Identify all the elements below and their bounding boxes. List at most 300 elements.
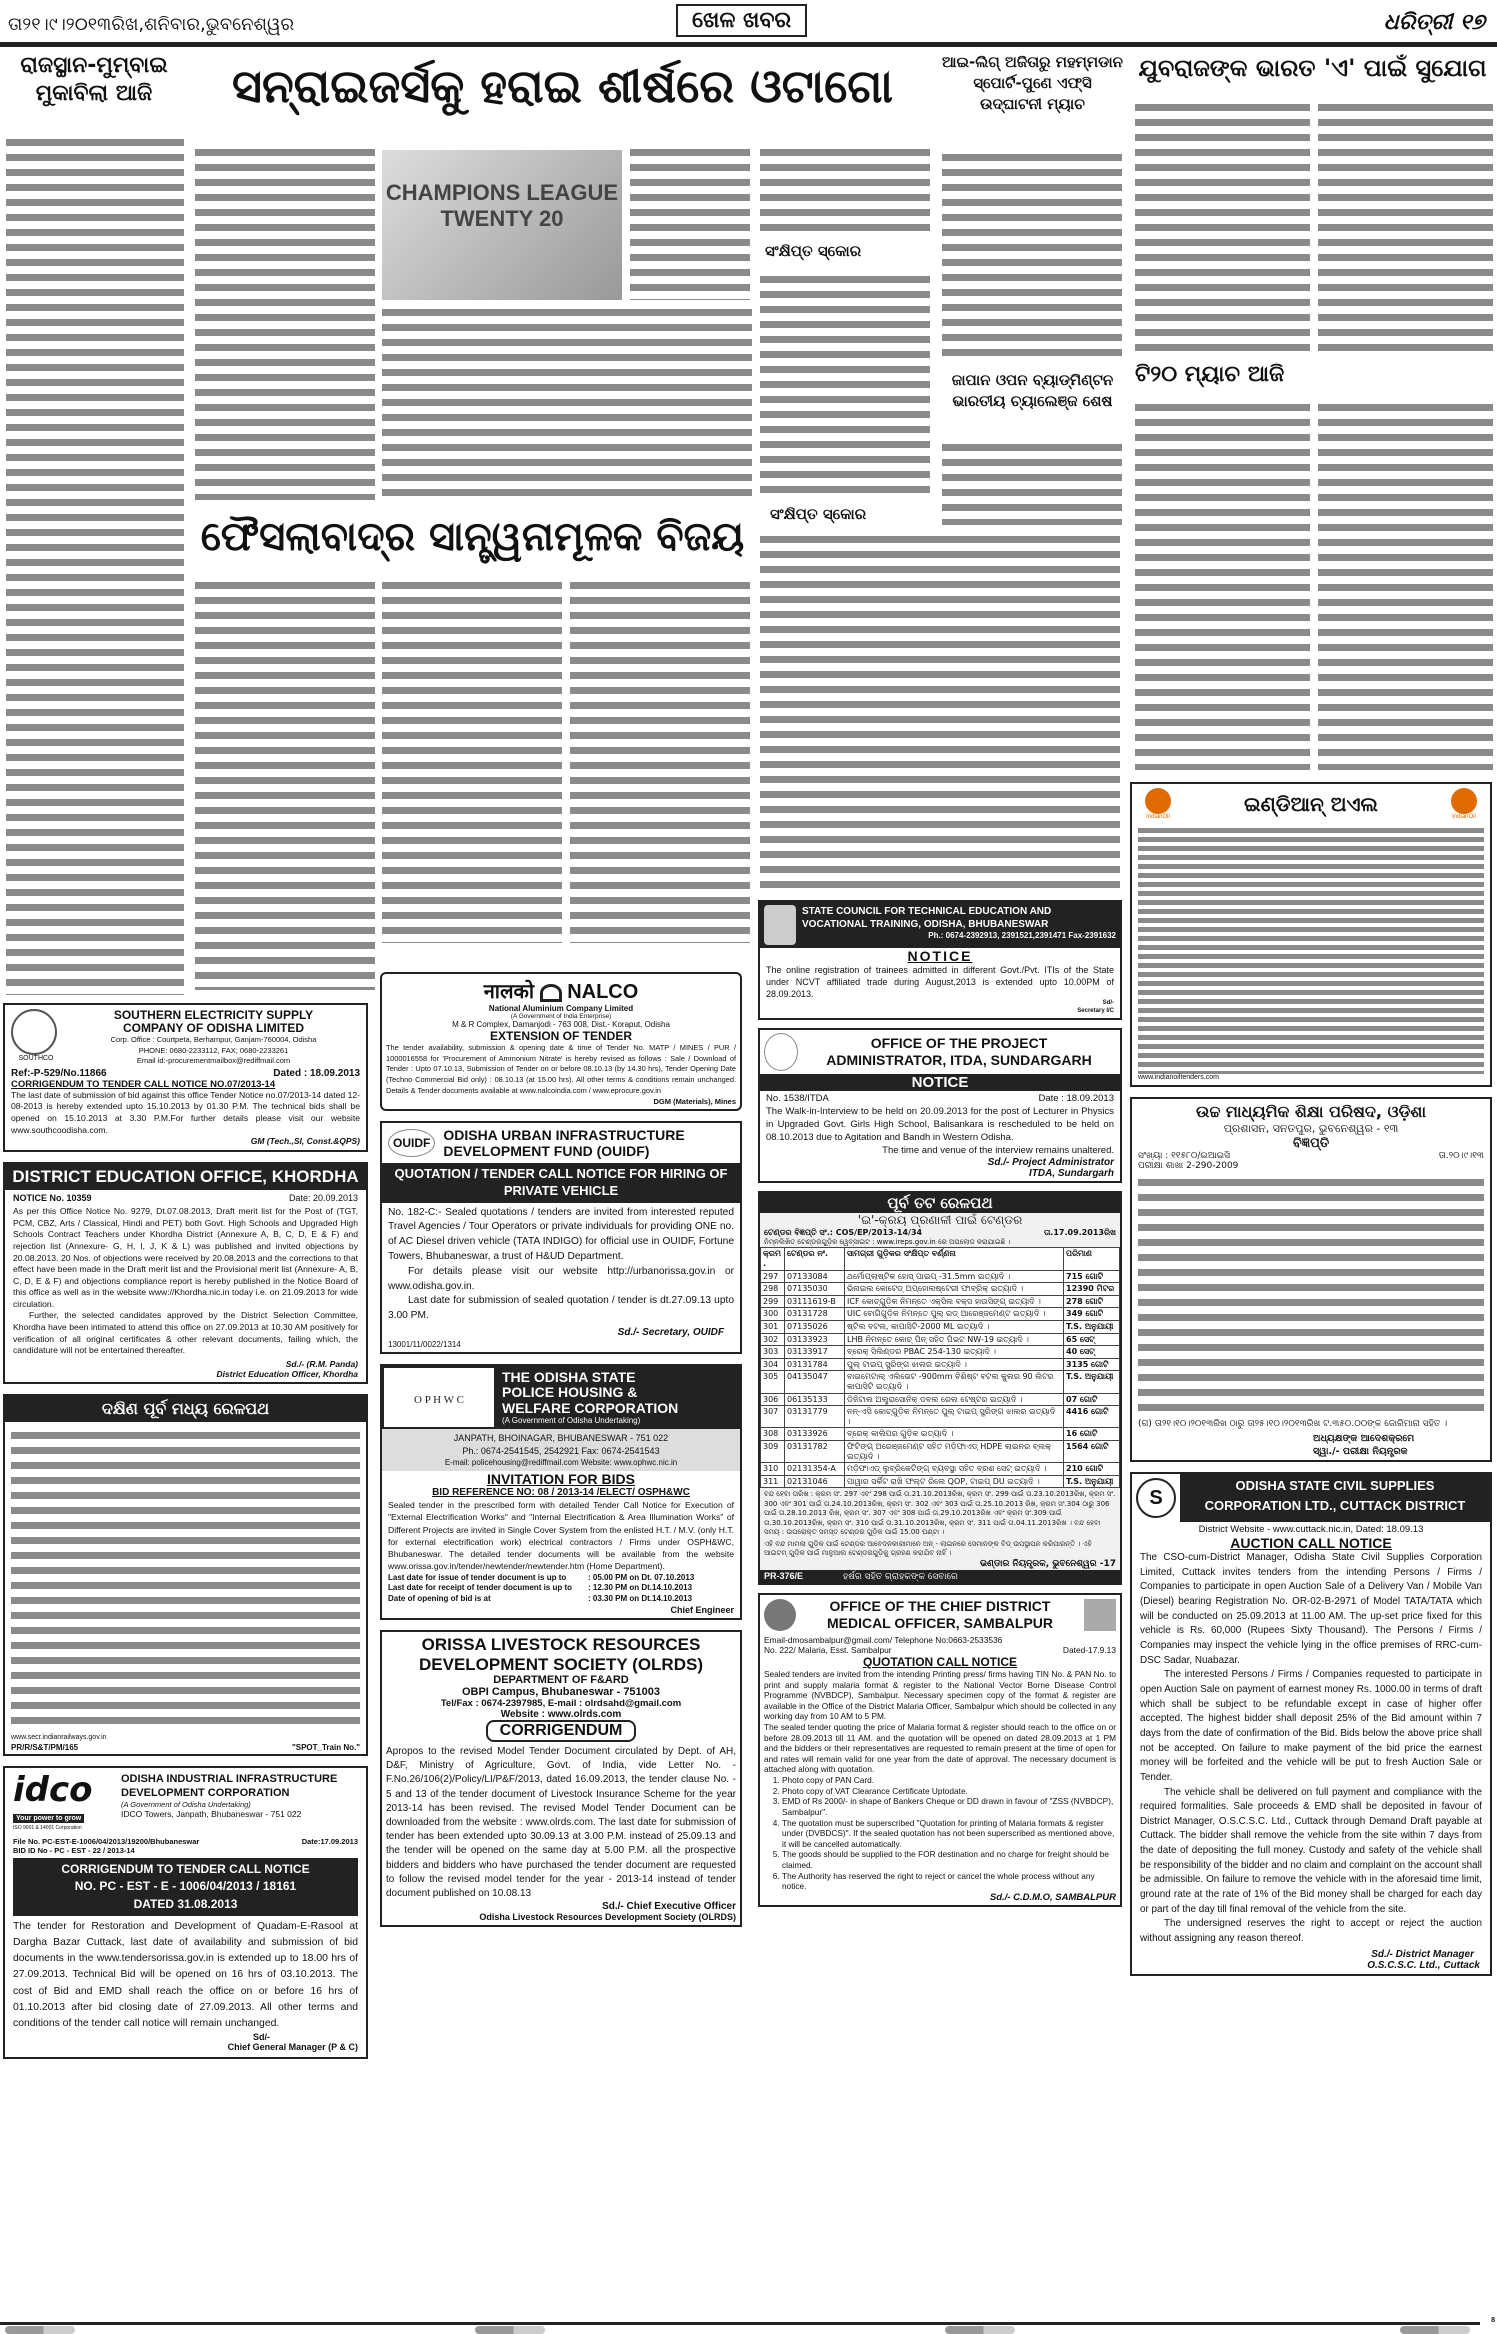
ecor-table-cell: 03131782 — [785, 1440, 845, 1462]
second-headline: ଫୈସଲାବାଦ୍‌ର ସାନ୍ତ୍ୱନାମୂଳକ ବିଜୟ — [200, 514, 745, 560]
ecor-table-cell: ଥର୍ମୋପ୍ଲାଷ୍ଟିକ ହୋସ୍ ପାଇପ୍ -31.5mm ଇତ୍ୟାଦି । — [845, 1270, 1064, 1283]
ophwc-title-2: POLICE HOUSING & — [502, 1384, 638, 1401]
ecor-table-cell: ଭିନାଇଲ କୋଟେଡ୍ ଅପ୍‌ହୋଲଷ୍ଟେରୀ ଫାବ୍ରିକ୍ ଇତ୍ୟାଦି । — [845, 1283, 1064, 1296]
indianoil-logo-text: IndianOil — [1146, 814, 1170, 820]
itda-sign-1: Sd./- Project Administrator — [987, 1157, 1114, 1169]
ecor-closing-dates: ବନ୍ଦ ହେବା ତାରିଖ : କ୍ରମ ସଂ. 297 ଏବଂ 298 ପାଇଁ ତା.21.10.2013ରିଖ, କ୍ରମ ସଂ. 299 ପାଇଁ ତା.23.10.2013ରିଖ, କ୍ରମ ସଂ. 300 ଏବଂ 301 ପାଇଁ ତା.24.10.2013ରିଖ, କ୍ରମ ସଂ. 302 ଏବଂ 303 ପାଇଁ ତା.25.10.2013 ରିଖ, କ୍ରମ ସଂ.304 ଠାରୁ 306 ପାଇଁ ତା.28.10.2013 ରିଖ, କ୍ରମ ସଂ. 307 ଏବଂ 308 ପାଇଁ ତା.29.10.2013ରିଖ ଏବଂ କ୍ରମ ସଂ.309 ପାଇଁ ତା.30.10.2013ରିଖ, କ୍ରମ ସଂ. 310 ପାଇଁ ତା.31.10.2013ରିଖ, କ୍ରମ ସଂ. 311 ପାଇଁ ତା.04.11.2013ରିଖ । ବନ୍ଦ ହେବା ସମୟ : ଉପରୋକ୍ତ ସମସ୍ତ ଟେଣ୍ଡର ଗୁଡ଼ିକ ପାଇଁ 15.00 ଘଣ୍ଟା । — [764, 1490, 1116, 1537]
oscsc-body-2: The interested Persons / Firms / Companies requested to participate in open Auction Sale on payment of earnest money Rs. 1000.00 in terms of draft which shall be subject to be refundable except in case of higher offer accepted. The highest bidder shall deposit 25% of the Bid amount within 7 days from the date of confirmation of the Bid. Bids below the above price shall not be accepted. On failure to make payment of the bid price the earnest money will be forfeited and the vehicle will be put to fresh Auction Sale or Tender. — [1140, 1669, 1482, 1783]
ecor-table-row — [761, 1475, 1120, 1488]
deo-title: DISTRICT EDUCATION OFFICE, KHORDHA — [5, 1164, 366, 1190]
ecor-date: ତା.17.09.2013ରିଖ — [1043, 1228, 1116, 1238]
ecor-table-row — [761, 1371, 1120, 1393]
ophwc-logo: O P H W C — [384, 1368, 494, 1427]
chse-title: ଉଚ୍ଚ ମାଧ୍ୟମିକ ଶିକ୍ଷା ପରିଷଦ, ଓଡ଼ିଶା — [1196, 1102, 1426, 1121]
cdmo-item: 6. The Authority has reserved the right to reject or cancel the whole process without any notice. — [782, 1871, 1116, 1892]
olrds-body: Apropos to the revised Model Tender Document circulated by Dept. of AH, D&F, Ministry of Agriculture, Govt. of India, vide Letter No. - F.No.26/106(2)/Policy/LI/P&F/2013, dated 16.09.2013, the tender clause No. - 5 and 13 of the tender document of Livestock Insurance Scheme for the year 2013-14 has been revised. The revised Model Tender Document can be downloaded from the website : www.olrds.com. The last date for submission of tender has been extended upto 30.09.13 at 3.00 P.M. instead of 25.09.13 and the tender will be opened on the same day at 5.00 P.M. all the prospective bidders and bidders who have purchased the tender document are requested to follow the revised model tender for the year - 2013-14 instead of tender document published on 10.08.13 — [386, 1746, 736, 1899]
ophwc-date-label: Last date for receipt of tender document is up to — [388, 1583, 573, 1593]
sctevt-title-2: VOCATIONAL TRAINING, ODISHA, BHUBANESWAR — [802, 919, 1049, 930]
southco-notice — [3, 1003, 368, 1152]
oscsc-website: District Website - www.cuttack.nic.in, Dated: 18.09.13 — [1198, 1524, 1424, 1535]
ouidf-body-2: For details please visit our website http://urbanorissa.gov.in or www.odisha.gov.in. — [388, 1265, 734, 1292]
idco-sub: (A Government of Odisha Undertaking) — [121, 1800, 251, 1810]
itda-body-1: The Walk-in-Interview to be held on 20.09.2013 for the post of Lecturer in Physics in Upgraded Govt. Girls High School, Balisankara is rescheduled to be held on 08.10.2013 due to Agitation and Bandh in Western Odisha. — [766, 1106, 1114, 1143]
ecor-etender-notice — [758, 1191, 1122, 1585]
ecor-table-cell: 1564 ଗୋଟି — [1064, 1440, 1120, 1462]
cdmo-heading: QUOTATION CALL NOTICE — [863, 1654, 1017, 1669]
idco-banner-1: CORRIGENDUM TO TENDER CALL NOTICE — [61, 1861, 310, 1876]
chse-sign-2: ସ୍ୱା./- ପରୀକ୍ଷା ନିୟନ୍ତ୍ରକ — [1313, 1446, 1408, 1457]
cdmo-item: 3. EMD of Rs 2000/- in shape of Bankers Cheque or DD drawn in favour of "ZSS (NVBDCP), Sambalpur". — [782, 1796, 1116, 1817]
nalco-body: The tender availability, submission & opening date & time of Tender No. MATP / MINES / PUR / 1000016558 for 'Procurement of Ammonium Nitrate' is hereby revised as follows : Sale / Download of Tender : Upto 07.10.13, Submission of Tender on or before 08.10.13 (by 14.30 hrs), Tender Opening Date (Techno Commercial Bid only) : 08.10.13 (at 15.00 hrs). All other terms & conditions remain unchanged. Details & Tender documents available at www.nalcoindia.com / www.eprocure.gov.in — [386, 1043, 736, 1095]
ophwc-date-label: Date of opening of bid is at — [388, 1594, 491, 1604]
ecor-table-row — [761, 1333, 1120, 1346]
indianoil-website: www.indianoiltenders.com — [1138, 1074, 1219, 1081]
sctevt-sign-1: Sd/- — [1102, 1000, 1114, 1007]
ouidf-body-3: Last date for submission of sealed quotation / tender is dt.27.09.13 upto 3.00 PM. — [388, 1295, 734, 1322]
ophwc-bid-ref: BID REFERENCE NO: 08 / 2013-14 /ELECT/ OSPH&WC — [432, 1487, 690, 1499]
oscsc-body-3: The vehicle shall be delivered on full payment and compliance with the required formalities. Sale proceeds & EMD shall be deposited in favour of District Manager, O.S.C.S.C. Ltd., Cuttack through Demand Draft payable at Cuttack. The bidder shall remove the vehicle from the site within 7 days from the date of depositing the full money. Custody and safety of the vehicle shall be responsibility of the bidder and no claim and complaint on the account shall be admissible. On failure to remove the vehicle with in the aforesaid time limit, ground rate at the rate of 1% of the Bid money shall be charged for each day or part of the day till final removal of the vehicle from the site. — [1140, 1786, 1482, 1915]
ecor-table-cell: T.S. ଅନୁଯାୟୀ — [1064, 1321, 1120, 1334]
ecor-table-cell: 03131779 — [785, 1406, 845, 1428]
ecor-table-cell: ଡିଜିଟାଲ ଅଲ୍ଟ୍ରାସୋନିକ୍ ଡବଲ ରେଲ ଟେଷ୍ଟର ଇତ୍ୟାଦି । — [845, 1393, 1064, 1406]
ophwc-phone: Ph.: 0674-2541545, 2542921 Fax: 0674-2541543 — [462, 1445, 660, 1456]
ophwc-date-label: Last date for issue of tender document is up to — [388, 1572, 567, 1582]
ecor-table-row — [761, 1463, 1120, 1476]
southco-title-line2: COMPANY OF ODISHA LIMITED — [122, 1021, 305, 1036]
ophwc-notice — [380, 1364, 742, 1620]
southco-email: Email id:-procurementmailbox@rediffmail.com — [136, 1055, 291, 1065]
second-story-body-c — [570, 578, 750, 943]
ecor-column-header: ପରିମାଣ — [1064, 1248, 1120, 1270]
ophwc-dates — [382, 1573, 740, 1605]
ecor-table-cell: 3135 ଗୋଟି — [1064, 1358, 1120, 1371]
chse-no: ସଂଖ୍ୟା : ୧୧୫୮୦/ଇଆଇସି — [1138, 1151, 1230, 1161]
nalco-logo: NALCO — [567, 981, 639, 1003]
ophwc-sub: (A Government of Odisha Undertaking) — [502, 1416, 641, 1426]
ecor-table-cell: 307 — [761, 1406, 785, 1428]
ecor-table-cell: 02131046 — [785, 1475, 845, 1488]
ecor-table-cell: 03111619-B — [785, 1295, 845, 1308]
second-story-body-b — [382, 578, 562, 943]
ads-column-1 — [3, 1003, 368, 2059]
itda-date: Date : 18.09.2013 — [1038, 1093, 1114, 1105]
ecor-table-cell: 12390 ମିଟର — [1064, 1283, 1120, 1296]
indianoil-logo-icon-2 — [1451, 788, 1477, 814]
ecor-title: ପୂର୍ବ ତଟ ରେଳପଥ — [760, 1193, 1120, 1213]
ecor-table-cell: 300 — [761, 1308, 785, 1321]
nalco-sub: (A Government of India Enterprise) — [510, 1013, 612, 1020]
main-story-body-c — [630, 145, 750, 300]
ecor-website-line: ନିମ୍ନଲିଖିତ ଟେଣ୍ଡରଗୁଡ଼ିକ ୱେବ୍‌ସାଇଟ : www.ireps.gov.in ରେ ଅପଲୋଡ କରାଯାଇଛି । — [764, 1238, 1011, 1247]
story-headline-col1: ରାଜସ୍ଥାନ-ମୁମ୍ବାଇ ମୁକାବିଲା ଆଜି — [20, 53, 168, 106]
oscsc-seal-icon: S — [1136, 1478, 1176, 1518]
ecor-table-cell: ଷ୍ଟିଲ ବଟଲ, କାପାସିଟି-2000 ML ଇତ୍ୟାଦି । — [845, 1321, 1064, 1334]
ecor-table-cell: 304 — [761, 1358, 785, 1371]
idco-notice — [3, 1766, 368, 2059]
sctevt-emblem-icon — [764, 905, 796, 945]
southco-logo-text: SOUTHCO — [18, 1055, 54, 1062]
ecor-table-row — [761, 1283, 1120, 1296]
oscsc-title-1: ODISHA STATE CIVIL SUPPLIES — [1235, 1478, 1435, 1493]
cdmo-item: 5. The goods should be supplied to the FOR destination and no charge for freight should be claimed. — [782, 1849, 1116, 1870]
story-body-col4b — [942, 440, 1122, 525]
sctevt-heading: NOTICE — [907, 948, 973, 964]
story-body-col4 — [942, 150, 1122, 360]
oscsc-title — [1180, 1474, 1490, 1522]
southco-body: The last date of submission of bid against this office Tender Notice no.07/2013-14 dated 12-08-2013 is hereby extended upto 15.10.2013 by 01.30 P.M. The technical bids shall be opened on 15.10.2013 at 3.30 P.M.For further details please visit our website www.southcoodisha.com. — [11, 1089, 360, 1135]
indianoil-logo-icon — [1145, 788, 1171, 814]
sctevt-title-1: STATE COUNCIL FOR TECHNICAL EDUCATION AND — [802, 906, 1052, 917]
sctevt-notice — [758, 900, 1122, 1020]
ecor-notice-no: ଟେଣ୍ଡର ବିଜ୍ଞପ୍ତି ସଂ.: COS/EP/2013-14/34 — [764, 1228, 923, 1238]
ecor-table-cell: 03131728 — [785, 1308, 845, 1321]
itda-heading: NOTICE — [760, 1074, 1120, 1091]
story-body-col5b — [1318, 100, 1493, 355]
idco-logo: idco — [13, 1769, 93, 1810]
ecor-table-cell: T.S. ଅନୁଯାୟୀ — [1064, 1371, 1120, 1393]
story-subheadline-col5: ଟି୨୦ ମ୍ୟାଚ ଆଜି — [1135, 362, 1285, 387]
ecor-table-cell: 310 — [761, 1463, 785, 1476]
ecor-subtitle: 'ଇ'-କ୍ରୟ ପ୍ରଣାଳୀ ପାଇଁ ଟେଣ୍ଡର — [857, 1213, 1023, 1228]
ecor-table-cell: 278 ଗୋଟି — [1064, 1295, 1120, 1308]
ouidf-title-2: DEVELOPMENT FUND (OUIDF) — [443, 1142, 650, 1159]
indianoil-logo-text-2: IndianOil — [1452, 814, 1476, 820]
olrds-heading: CORRIGENDUM — [486, 1720, 637, 1742]
deo-khordha-notice — [3, 1162, 368, 1384]
page-number: ଧରିତ୍ରୀ ୧୭ — [1383, 10, 1485, 35]
ouidf-title-1: ODISHA URBAN INFRASTRUCTURE — [443, 1126, 685, 1143]
page-scroll-marker-1 — [5, 2326, 75, 2334]
nalco-heading: EXTENSION OF TENDER — [489, 1029, 632, 1043]
itda-body-2: The time and venue of the interview remains unaltered. — [882, 1145, 1114, 1157]
story-headline-col4: ଆଇ-ଲିଗ୍ ଅଜିତାରୁ ମହମ୍ମଡାନ ସ୍ପୋର୍ଟି-ପୁଣେ ଏଫ୍‌ସି ଉଦ୍‌ଘାଟନୀ ମ୍ୟାଚ — [941, 53, 1123, 113]
odisha-emblem-icon — [764, 1033, 798, 1071]
deo-sign-1: Sd./- (R.M. Panda) — [285, 1358, 358, 1369]
story-body-col5c — [1135, 400, 1310, 770]
ecor-table-cell: 16 ଗୋଟି — [1064, 1428, 1120, 1441]
olrds-sign-1: Sd./- Chief Executive Officer — [602, 1901, 736, 1913]
ecor-table-cell: 03133926 — [785, 1428, 845, 1441]
idco-sign-1: Sd/- — [253, 2031, 270, 2042]
score-heading-2: ସଂକ୍ଷିପ୍ତ ସ୍କୋର — [770, 505, 867, 523]
ecor-table-cell: 03131784 — [785, 1358, 845, 1371]
cdmo-no: No. 222/ Malaria, Esst. Sambalpur — [764, 1644, 892, 1655]
story-subheadline-col4: ଜାପାନ ଓପନ ବ୍ୟାଡ୍‌ମିଣ୍ଟନ ଭାରତୀୟ ଚ୍ୟାଲେଞ୍ଜ ଶେଷ — [951, 371, 1114, 410]
ecor-column-header: ସାମଗ୍ରୀ ଗୁଡ଼ିକର ସଂକ୍ଷିପ୍ତ ବର୍ଣ୍ଣନା — [845, 1248, 1064, 1270]
ecor-table-row — [761, 1321, 1120, 1334]
ouidf-ref: 13001/11/0022/1314 — [388, 1339, 461, 1349]
ecor-signature: ଭଣ୍ଡାର ନିୟନ୍ତ୍ରକ, ଭୁବନେଶ୍ୱର -17 — [979, 1559, 1116, 1570]
story-body-col5a — [1135, 100, 1310, 355]
nalco-logo-icon — [540, 984, 562, 1002]
idco-file-no: File No. PC-EST-E-1006/04/2013/19200/Bhubaneswar — [13, 1836, 200, 1846]
cdmo-item: 4. The quotation must be superscribed "Quotation for printing of Malaria formats & register under (DVBDCS)". If the sealed quotation has not been superscribed as mentioned above, it will be cancelled automatically. — [782, 1818, 1116, 1850]
olrds-title-2: DEVELOPMENT SOCIETY (OLRDS) — [419, 1654, 703, 1674]
southco-signature: GM (Tech.,SI, Const.&QPS) — [250, 1136, 360, 1147]
sctevt-sign-2: Secretary I/C — [1077, 1008, 1114, 1015]
chse-body — [1138, 1175, 1484, 1415]
ecor-table-cell: 301 — [761, 1321, 785, 1334]
deo-sign-2: District Education Officer, Khordha — [216, 1368, 358, 1379]
chse-ref: ପରୀକ୍ଷା ଶାଖା 2-290-2009 — [1138, 1161, 1239, 1171]
idco-date: Date:17.09.2013 — [301, 1836, 358, 1846]
ecor-table-cell: LHB ନିମନ୍ତେ କୋଚ୍ ପିନ୍ ସହିତ ପିଭଟ NW-19 ଇତ୍ୟାଦି । — [845, 1333, 1064, 1346]
main-story-body-a — [195, 145, 375, 500]
ophwc-date-value: : 03.30 PM on Dt.14.10.2013 — [588, 1594, 693, 1604]
page-scroll-marker-4 — [1400, 2326, 1470, 2334]
ecor-table-cell: ମଡ଼ିଫାଏଡ୍ ଲୁବ୍ରିକେଟିଙ୍ଗ୍ ବ୍ୟବସ୍ଥା ସହିତ ବ୍ରଶ ସେଟ୍ ଇତ୍ୟାଦି । — [845, 1463, 1064, 1476]
ads-column-2 — [380, 972, 742, 1927]
ecor-pr: PR-376/E — [764, 1571, 804, 1582]
score-card — [760, 272, 930, 497]
nalco-logo-hindi: नालको — [483, 981, 535, 1003]
ecor-table-row — [761, 1308, 1120, 1321]
ouidf-body — [382, 1203, 740, 1327]
ecor-table-cell: 349 ଗୋଟି — [1064, 1308, 1120, 1321]
olrds-sign-2: Odisha Livestock Resources Development Society (OLRDS) — [479, 1912, 736, 1923]
chse-sign-1: ଅଧ୍ୟକ୍ଷଙ୍କ ଆଦେଶକ୍ରମେ — [1313, 1433, 1415, 1444]
ecor-table-cell: 03133923 — [785, 1333, 845, 1346]
ecor-table-cell: ବ୍ରେକ୍ କାଲିପର ଗୁଡ଼ିକ ଇତ୍ୟାଦି । — [845, 1428, 1064, 1441]
ecor-table-cell: ଫିଟିଙ୍ଗ୍ ଅରେଞ୍ଜମେଣ୍ଟ ସହିତ ମଡ଼ିଫାଏଡ୍ HDPE ଲାଇନର ବ୍ଲକ୍ ଇତ୍ୟାଦି । — [845, 1440, 1064, 1462]
ecor-table-cell: 06135133 — [785, 1393, 845, 1406]
itda-sign-2: ITDA, Sundargarh — [1028, 1168, 1114, 1180]
cdmo-notice — [758, 1593, 1122, 1906]
main-story-body-b — [382, 305, 752, 500]
olrds-title-1: ORISSA LIVESTOCK RESOURCES — [421, 1635, 701, 1655]
olrds-notice — [380, 1630, 742, 1927]
ophwc-date-row — [388, 1583, 734, 1594]
ophwc-date-row — [388, 1573, 734, 1584]
ecor-table-cell: ବ୍ରେକ୍ ସିଲିଣ୍ଡର PBAC 254-130 ଇତ୍ୟାଦି । — [845, 1346, 1064, 1359]
ophwc-email: E-mail: policehousing@rediffmail.com Website: www.ophwc.nic.in — [444, 1458, 678, 1468]
ecor-table-cell: 07133084 — [785, 1270, 845, 1283]
cdmo-title-1: OFFICE OF THE CHIEF DISTRICT — [829, 1598, 1051, 1615]
ophwc-address: JANPATH, BHOINAGAR, BHUBANESWAR - 751 022 — [453, 1433, 669, 1444]
ecor-table-cell: 302 — [761, 1333, 785, 1346]
ophwc-contact — [382, 1429, 740, 1471]
footer-page-mark: 8 — [1491, 2317, 1495, 2324]
railway-left-website: www.secr.indianrailways.gov.in — [11, 1733, 107, 1741]
nalco-signature: DGM (Materials), Mines — [653, 1096, 736, 1106]
ophwc-body: Sealed tender in the prescribed form with detailed Tender Call Notice for Execution of "External Electrification Works" and "Internal Electrification & Area Illumination Works" of Different Projects are invited in Single Cover System from the enlisted H.T. / M.V. (only H.T. for external electrification work) electrical contractors / Firms under OSPH&WC, Bhubaneswar. The detailed tender documents will be available from the website www.orissa.gov.in/tender/newtender/newtender.htm (Home Department). — [388, 1500, 734, 1571]
southco-date: Dated : 18.09.2013 — [273, 1067, 360, 1079]
ecor-table-cell: 297 — [761, 1270, 785, 1283]
oscsc-notice — [1130, 1472, 1492, 1976]
ouidf-banner: QUOTATION / TENDER CALL NOTICE FOR HIRING OF PRIVATE VEHICLE — [382, 1163, 740, 1203]
cdmo-signature: Sd./- C.D.M.O, SAMBALPUR — [989, 1891, 1116, 1903]
date-line: ତା୨୧।୯।୨୦୧୩ରିଖ,ଶନିବାର,ଭୁବନେଶ୍ୱର — [8, 14, 295, 35]
score-heading: ସଂକ୍ଷିପ୍ତ ସ୍କୋର — [765, 242, 862, 260]
idco-title-2: DEVELOPMENT CORPORATION — [121, 1786, 290, 1799]
ecor-table-cell: ପୁଲ୍ ଟାଇପ୍ ସ୍ପ୍ରିଙ୍ଗ ଝାଲର ଇତ୍ୟାଦି । — [845, 1358, 1064, 1371]
ecor-table-cell: 02131354-A — [785, 1463, 845, 1476]
sctevt-phone: Ph.: 0674-2392913, 2391521,2391471 Fax-2391632 — [928, 931, 1116, 940]
cdmo-title-2: MEDICAL OFFICER, SAMBALPUR — [826, 1615, 1054, 1632]
cdmo-items — [760, 1775, 1120, 1892]
olrds-website: Website : www.olrds.com — [500, 1709, 622, 1721]
ecor-table-row — [761, 1393, 1120, 1406]
oscsc-sign-2: O.S.C.S.C. Ltd., Cuttack — [1367, 1959, 1480, 1971]
ecor-table-cell: 07135026 — [785, 1321, 845, 1334]
indianoil-title: ଇଣ୍ଡିଆନ୍ ଅଏଲ — [1244, 792, 1378, 816]
chse-notice — [1130, 1097, 1492, 1462]
idco-banner-3: DATED 31.08.2013 — [133, 1896, 238, 1911]
main-story-body-d — [760, 145, 930, 235]
ecor-table-cell: 07 ଗୋଟି — [1064, 1393, 1120, 1406]
ecor-table-cell: 306 — [761, 1393, 785, 1406]
cdmo-body-2: The sealed tender quoting the price of Malaria format & register should reach to the office on or before 28.09.2013 till 11 AM. and the quotation will be opened on dated 28.09.2013 at 1 PM and the bidders or their representatives are requested to remain present at the time of open for and rates will remain valid for one year from the date of approval. The necessary document is attached along with quotation. — [764, 1722, 1116, 1775]
ecor-table-cell: 305 — [761, 1371, 785, 1393]
indianoil-tender — [1130, 782, 1492, 1087]
nalco-notice — [380, 972, 742, 1111]
ecor-table-cell: ICF କୋଚ୍‌ଗୁଡ଼ିକ ନିମନ୍ତେ ଏକ୍ସିଲ ବକ୍ସ ହାଉସିଙ୍ଗ୍ ଇତ୍ୟାଦି । — [845, 1295, 1064, 1308]
ecor-table-row — [761, 1406, 1120, 1428]
cdmo-item: 2. Photo copy of VAT Clearance Certificate Uptodate. — [782, 1786, 1116, 1797]
second-score-card — [760, 532, 1120, 892]
section-title: ଖେଳ ଖବର — [676, 4, 807, 37]
railway-left-ref: PR/R/S&T/PM/165 — [11, 1742, 79, 1752]
ecor-table-cell: 299 — [761, 1295, 785, 1308]
nalco-name: National Aluminium Company Limited — [488, 1004, 634, 1013]
ecor-table-cell: 40 ସେଟ୍ — [1064, 1346, 1120, 1359]
oscsc-body — [1132, 1551, 1490, 1947]
nvbdcp-logo-icon — [1084, 1599, 1116, 1631]
ecor-table-cell: 4416 ଗୋଟି — [1064, 1406, 1120, 1428]
ouidf-logo: OUIDF — [388, 1129, 435, 1157]
oscsc-body-1: The CSO-cum-District Manager, Odisha State Civil Supplies Corporation Limited, Cuttack invites tenders from the intending Persons / Firms / Companies to participate in open Auction Sale of a Delivery Van / Mobile Van (Diesel) bearing Registration No. OR-02-B-2971 of Model TATA/TATA which will be conducted on 25.09.2013 at 11.00 AM. The up-set price fixed for this vehicle is Rs. 60,000 (Rupees Sixty Thousand). The Persons / Firms / Companies may inspect the vehicle lying in the office premises of RRC-cum-DSC Sadar, Nuabazar. — [1140, 1552, 1482, 1666]
champions-league-photo: CHAMPIONS LEAGUE TWENTY 20 — [382, 150, 622, 300]
second-story-body-a — [195, 578, 375, 990]
idco-sign-2: Chief General Manager (P & C) — [227, 2041, 358, 2052]
ophwc-title-3: WELFARE CORPORATION — [502, 1399, 679, 1416]
story-headline-col5: ଯୁବରାଜଙ୍କ ଭାରତ 'ଏ' ପାଇଁ ସୁଯୋଗ — [1138, 54, 1487, 82]
oscsc-sign-1: Sd./- District Manager — [1371, 1948, 1474, 1960]
ouidf-notice — [380, 1121, 742, 1354]
ecor-table-row — [761, 1440, 1120, 1462]
deo-date: Date: 20.09.2013 — [288, 1193, 358, 1204]
ecor-table-row — [761, 1358, 1120, 1371]
nalco-address: M & R Complex, Damanjodi - 763 008, Dist.- Koraput, Odisha — [452, 1020, 670, 1029]
main-headline: ସନ୍‌ରାଇଜର୍ସକୁ ହରାଇ ଶୀର୍ଷରେ ଓଟାଗୋ — [231, 59, 894, 113]
idco-address: IDCO Towers, Janpath, Bhubaneswar - 751 022 — [121, 1809, 302, 1820]
ads-column-3 — [758, 900, 1122, 1907]
railway-left-note: "SPOT_Train No." — [291, 1742, 360, 1752]
ecor-table-cell: 210 ଗୋଟି — [1064, 1463, 1120, 1476]
oscsc-heading: AUCTION CALL NOTICE — [1230, 1535, 1392, 1551]
deo-notice-no: NOTICE No. 10359 — [13, 1193, 92, 1204]
masthead-rule — [0, 42, 1497, 47]
ophwc-title-1: THE ODISHA STATE — [502, 1368, 636, 1385]
southco-address: Corp. Office : Courtpeta, Berhampur, Ganjam-760004, Odisha — [110, 1035, 317, 1045]
idco-bid-id: BID ID No - PC - EST - 22 / 2013-14 — [13, 1845, 135, 1855]
southco-ref: Ref:-P-529/No.11866 — [11, 1067, 107, 1079]
oscsc-title-2: CORPORATION LTD., CUTTACK DISTRICT — [1204, 1497, 1466, 1513]
oscsc-body-4: The undersigned reserves the right to accept or reject the auction without assigning any reason thereof. — [1140, 1918, 1482, 1945]
ecor-table-cell: 03133917 — [785, 1346, 845, 1359]
ecor-table-cell: ନନ୍-ଏସି କୋଚ୍‌ଗୁଡ଼ିକ ନିମନ୍ତେ ପୁଲ୍ ଟାଇପ୍ ସ୍ପ୍ରିଙ୍ଗ ଝାଲର ଇତ୍ୟାଦି । — [845, 1406, 1064, 1428]
ecor-table-row — [761, 1270, 1120, 1283]
ophwc-heading: INVITATION FOR BIDS — [486, 1471, 636, 1488]
itda-no: No. 1538/ITDA — [766, 1093, 829, 1105]
itda-title-1: OFFICE OF THE PROJECT — [870, 1035, 1048, 1052]
ecor-table-cell: 298 — [761, 1283, 785, 1296]
idco-banner — [13, 1858, 358, 1916]
indianoil-body — [1138, 824, 1484, 1074]
ecor-table-cell: 303 — [761, 1346, 785, 1359]
railway-tender-left — [3, 1394, 368, 1756]
ophwc-date-row — [388, 1594, 734, 1605]
ouidf-body-1: No. 182-C:- Sealed quotations / tenders are invited from interested reputed Travel Agencies / Tour Operators or private individuals for providing ONE no. of AC Diesel driven vehicle (TATA INDIGO) for official use in OUIDF, Fortune Towers, Bhubaneswar, a trust of H&UD Department. — [388, 1206, 734, 1262]
olrds-contact: Tel/Fax : 0674-2397985, E-mail : olrdsahd@gmail.com — [440, 1698, 682, 1710]
ecor-column-header: କ୍ରମ. — [761, 1248, 785, 1270]
railway-left-body — [11, 1428, 360, 1728]
deo-body-2: Further, the selected candidates approved by the District Selection Committee, Khordha have been intimated to attend this office on 27.09.2013 at 10.30 AM positively for verification of all original certificates & other relevant documents, failing which, the candidature will not be entertained thereafter. — [13, 1310, 358, 1356]
ecor-table-cell: 65 ସେଟ୍ — [1064, 1333, 1120, 1346]
chse-fine-c: (ଗ) ତା୨୧।୧୦।୨୦୧୩ରିଖ ଠାରୁ ତା୨୫।୧୦।୨୦୧୩ରିଖ ଟ.୩୫୦.୦୦ଙ୍କ ଜୋରିମାନା ସହିତ । — [1138, 1419, 1448, 1429]
southco-phone: PHONE: 0680-2233112, FAX; 0680-2233261 — [138, 1045, 289, 1055]
idco-body: The tender for Restoration and Development of Quadam-E-Rasool at Dargha Bazar Cuttack, last date of availability and submission of bid documents in the www.tendersorissa.gov.in is extended up to 18.00 hrs of 27.09.2013. Technical Bid will be opened on 16 hrs of 03.10.2013. The cost of Bid and EMD shall reach the office on or before 16 hrs of 01.10.2013 after bid closing date of 27.09.2013. All other terms and conditions of the tender call notice will remain unchanged. — [13, 1921, 358, 2029]
ecor-table-cell: T.S. ଅନୁଯାୟୀ — [1064, 1475, 1120, 1488]
olrds-address: OBPI Campus, Bhubaneswar - 751003 — [461, 1686, 661, 1699]
ophwc-signature: Chief Engineer — [670, 1605, 734, 1616]
cdmo-contact: Email-dmosambalpur@gmail.com/ Telephone No:0663-2533536 — [764, 1634, 1003, 1645]
idco-banner-2: NO. PC - EST - E - 1006/04/2013 / 18161 — [74, 1879, 297, 1894]
ecor-table-row — [761, 1428, 1120, 1441]
cdmo-body-1: Sealed tenders are invited from the intending Printing press/ firms having TIN No. & PAN No. to print and supply malaria format & register to the National Vector Borne Disease Control Programme (NVBDCP), Sambalpur. Necessary specimen copy of the format & register are available in the Office of the District Malaria Officer, Sambalpur which should be collected in any working day from 10 AM to 5 PM. — [764, 1668, 1116, 1722]
ecor-table-cell: 311 — [761, 1475, 785, 1488]
ecor-table-cell: 309 — [761, 1440, 785, 1462]
footer-rule — [0, 2322, 1480, 2325]
page-scroll-marker-3 — [945, 2326, 1015, 2334]
itda-title-2: ADMINISTRATOR, ITDA, SUNDARGARH — [826, 1052, 1092, 1069]
ophwc-date-value: : 05.00 PM on Dt. 07.10.2013 — [588, 1572, 695, 1582]
ecor-table-cell: ପାୱାର ସର୍କିଟ ରାଖି ଫଲ୍ଟ ରିଲେ QOP, ଟାଇପ୍ DU ଇତ୍ୟାଦି । — [845, 1475, 1064, 1488]
story-body-col1 — [6, 135, 184, 995]
ecor-table-cell: 04135047 — [785, 1371, 845, 1393]
chse-heading: ବିଜ୍ଞପ୍ତି — [1292, 1136, 1330, 1151]
story-body-col5d — [1318, 400, 1493, 770]
ecor-table-row — [761, 1346, 1120, 1359]
cdmo-item: 1. Photo copy of PAN Card. — [782, 1775, 1116, 1786]
southco-heading: CORRIGENDUM TO TENDER CALL NOTICE NO.07/2013-14 — [11, 1078, 276, 1090]
cdmo-date: Dated-17.9.13 — [1062, 1644, 1116, 1655]
idco-iso: ISO 9001 & 14001 Corporation — [13, 1824, 82, 1831]
chse-address: ପ୍ରଶାସନ, ସନତପୁର, ଭୁବନେଶ୍ୱର - ୧୩ — [1223, 1122, 1399, 1135]
ouidf-signature: Sd./- Secretary, OUIDF — [617, 1326, 724, 1338]
idco-tagline: Your power to grow — [13, 1814, 84, 1823]
sctevt-signature — [760, 1000, 1120, 1018]
nrhm-logo-icon — [764, 1599, 796, 1631]
ophwc-date-value: : 12.30 PM on Dt.14.10.2013 — [588, 1583, 693, 1593]
ads-column-4 — [1130, 782, 1492, 1976]
itda-notice — [758, 1028, 1122, 1183]
southco-title-line1: SOUTHERN ELECTRICITY SUPPLY — [113, 1008, 314, 1022]
sctevt-body: The online registration of trainees admitted in different Govt./Pvt. ITIs of the State under NCVT affiliated trade during August,2013 is extended upto 10.00PM of 28.09.2013. — [766, 965, 1114, 1000]
idco-title-1: ODISHA INDUSTRIAL INFRASTRUCTURE — [121, 1772, 338, 1785]
railway-left-title: ଦକ୍ଷିଣ ପୂର୍ବ ମଧ୍ୟ ରେଳପଥ — [5, 1396, 366, 1422]
ecor-table-cell: 07135030 — [785, 1283, 845, 1296]
ecor-table-row — [761, 1295, 1120, 1308]
ecor-table-cell: ବାଇମେଟାଲ୍ ଏଲିଭେଟ -900mm ବିଶିଷ୍ଟ ବଟଲ କୁଲର 90 ଲିଟର କାପାସିଟି ଇତ୍ୟାଦି । — [845, 1371, 1064, 1393]
ecor-note: ଏହି ବନ୍ଦ ମାମଲା ଗୁଡ଼ିକ ପାଇଁ ଟେଣ୍ଡର ଆବେଦନକାରୀମାନେ ଅନ୍ - ଲାଇନରେ ସେମାନଙ୍କ ବିଡ୍ ଉପସ୍ଥାପନ କରିପାରନ୍ତି । ଏହି ଆଇଟମ୍ ଗୁଡ଼ିକ ପାଇଁ ମାନୁଆଲ ଟେଣ୍ଡରଗୁଡ଼ିକୁ ଗ୍ରହଣ କରାଯିବ ନାହିଁ । — [764, 1539, 1092, 1557]
ecor-table-cell: UIC ବୋଗିଗୁଡ଼ିକ ନିମନ୍ତେ ପୁଲ୍ ରଡ୍ ଆରେଞ୍ଜମେଣ୍ଟ ଇତ୍ୟାଦି । — [845, 1308, 1064, 1321]
deo-body-1: As per this Office Notice No. 9279, Dt.07.08.2013, Draft merit list for the Post of (TGT, PCM, CBZ, Arts / Classical, Hindi and PET) both Govt. High Schools and Upgraded High Schools Contract Teachers under Khordha District (Annexure A, B, C, D, E & F) and rejection list (Annexure- G, H, I, J, K & L) was published and invited objections by 20.08.2013. 20 Nos. of objections were received by 20.08.2013 and the corrections to that effect have been made in the Draft merit list and the Provisional merit list (Annexure- A, B, C, D, E & F) and objections compliance report is hereby published in the Notice Board of this office as well as in the website www://Khordha.nic.in today i.e. on 21.09.2013 for wide circulation. — [13, 1206, 358, 1309]
ecor-table-cell: 715 ଗୋଟି — [1064, 1270, 1120, 1283]
ecor-table-cell: 308 — [761, 1428, 785, 1441]
olrds-dept: DEPARTMENT OF F&ARD — [493, 1674, 629, 1687]
ecor-tender-table — [760, 1247, 1120, 1488]
